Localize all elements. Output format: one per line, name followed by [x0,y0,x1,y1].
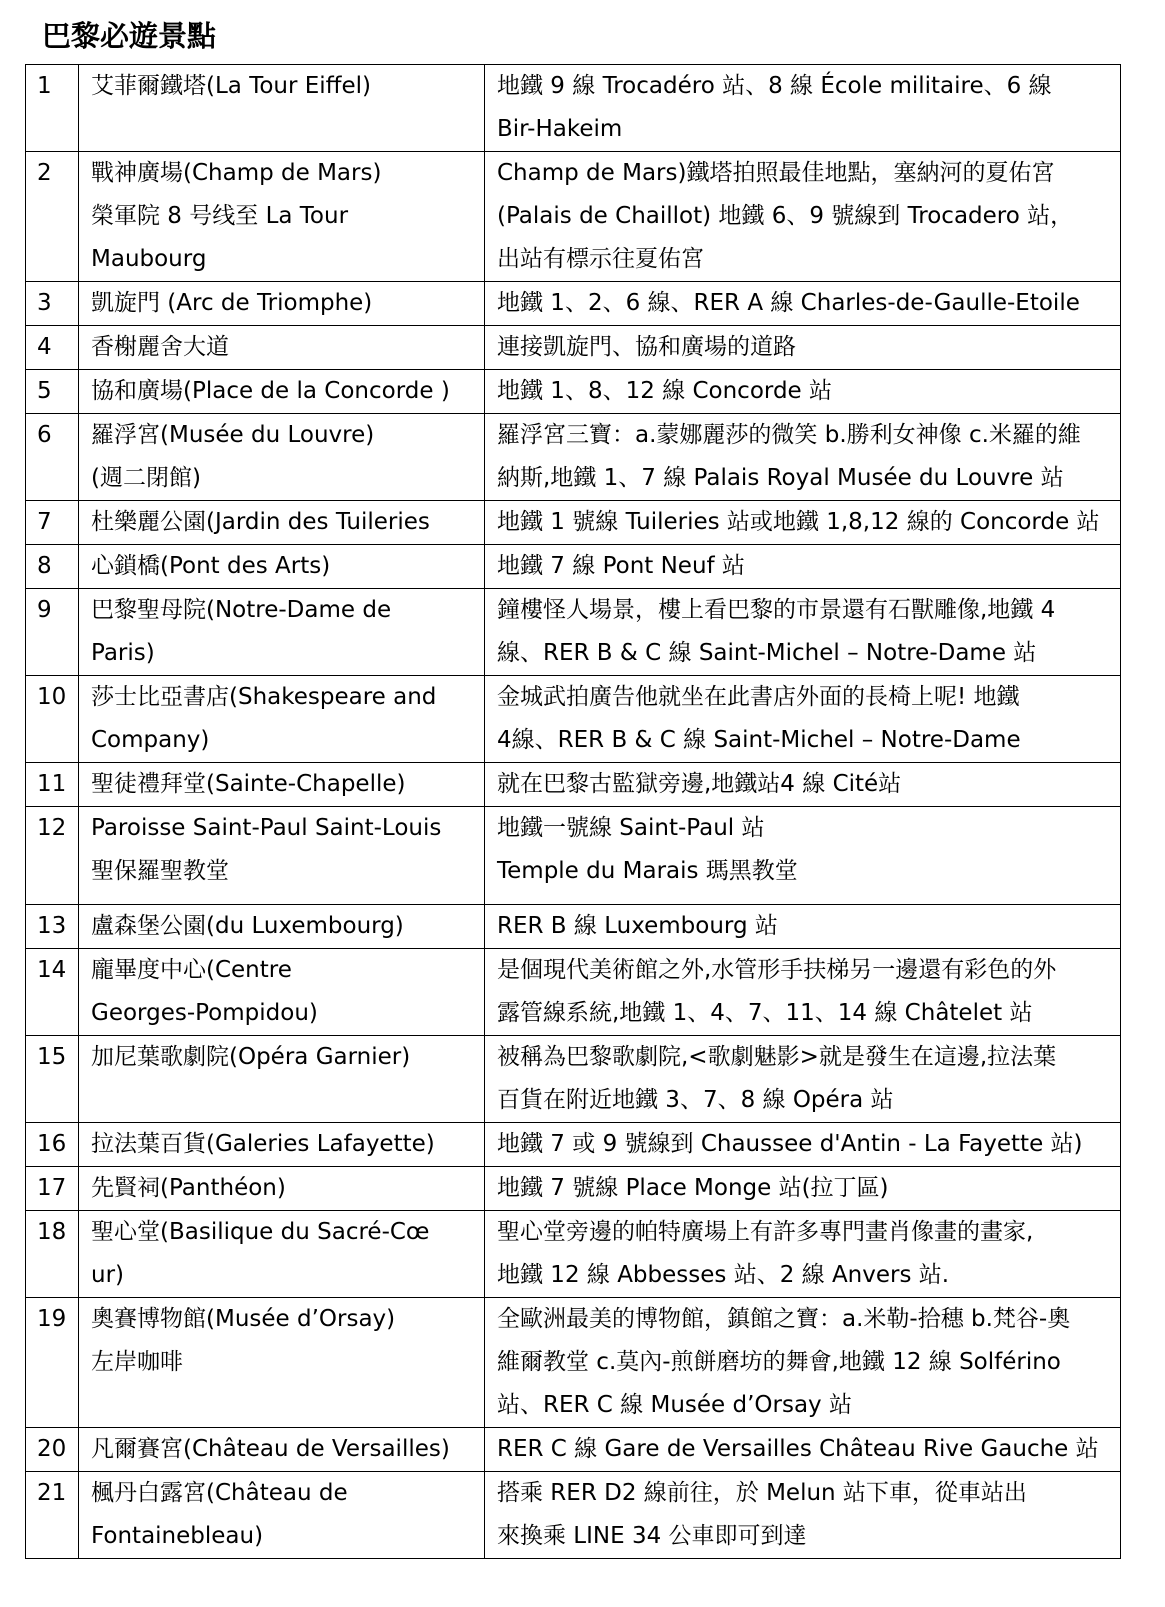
table-row [26,152,1121,282]
row-number: 18 [26,1211,79,1298]
attraction-info: 地鐵 7 號線 Place Monge 站(拉丁區) [485,1167,1121,1211]
table-row [26,1472,1121,1559]
table-row [26,1298,1121,1428]
row-number: 13 [26,905,79,949]
table-row [26,1211,1121,1298]
row-number: 12 [26,807,79,905]
row-number: 16 [26,1123,79,1167]
table-row [26,763,1121,807]
attraction-name: 楓丹白露宮(Château de Fontainebleau) [79,1472,485,1559]
table-row [26,414,1121,501]
row-number: 9 [26,589,79,676]
attraction-info: 羅浮宮三寶：a.蒙娜麗莎的微笑 b.勝利女神像 c.米羅的維 納斯,地鐵 1、7 線 Palais Royal Musée du Louvre 站 [485,414,1121,501]
row-number: 2 [26,152,79,282]
attraction-name: 莎士比亞書店(Shakespeare and Company) [79,676,485,763]
attractions-table-body [26,65,1121,1559]
table-row [26,501,1121,545]
attractions-table [25,64,1121,1559]
attraction-name: 協和廣場(Place de la Concorde ) [79,370,485,414]
attraction-name: 聖心堂(Basilique du Sacré-Cœ ur) [79,1211,485,1298]
table-row [26,589,1121,676]
row-number: 21 [26,1472,79,1559]
table-row [26,1036,1121,1123]
page-title: 巴黎必遊景點 [42,19,217,53]
attraction-info: 地鐵 7 或 9 號線到 Chaussee d'Antin - La Fayette 站) [485,1123,1121,1167]
attraction-info: 全歐洲最美的博物館，鎮館之寶：a.米勒-拾穗 b.梵谷-奧 維爾教堂 c.莫內-煎餅磨坊的舞會,地鐵 12 線 Solférino 站、RER C 線 Musée d’Orsay 站 [485,1298,1121,1428]
row-number: 20 [26,1428,79,1472]
row-number: 14 [26,949,79,1036]
table-row [26,545,1121,589]
attraction-info: 是個現代美術館之外,水管形手扶梯另一邊還有彩色的外 露管線系統,地鐵 1、4、7、11、14 線 Châtelet 站 [485,949,1121,1036]
attraction-name: 香榭麗舍大道 [79,326,485,370]
attraction-info: 地鐵 1 號線 Tuileries 站或地鐵 1,8,12 線的 Concorde 站 [485,501,1121,545]
table-row [26,326,1121,370]
table-row [26,1123,1121,1167]
table-row [26,949,1121,1036]
table-row [26,1428,1121,1472]
attraction-name: 龐畢度中心(Centre Georges-Pompidou) [79,949,485,1036]
row-number: 1 [26,65,79,152]
table-row [26,807,1121,905]
attraction-name: 心鎖橋(Pont des Arts) [79,545,485,589]
attraction-name: 戰神廣場(Champ de Mars) 榮軍院 8 号线至 La Tour Maubourg [79,152,485,282]
attraction-name: 奧賽博物館(Musée d’Orsay) 左岸咖啡 [79,1298,485,1428]
row-number: 4 [26,326,79,370]
attraction-info: 聖心堂旁邊的帕特廣場上有許多專門畫肖像畫的畫家, 地鐵 12 線 Abbesses 站、2 線 Anvers 站. [485,1211,1121,1298]
attraction-info: 搭乘 RER D2 線前往，於 Melun 站下車，從車站出 來換乘 LINE 34 公車即可到達 [485,1472,1121,1559]
table-row [26,65,1121,152]
attraction-info: 地鐵 9 線 Trocadéro 站、8 線 École militaire、6 線 Bir-Hakeim [485,65,1121,152]
table-row [26,282,1121,326]
attraction-info: 鐘樓怪人場景，樓上看巴黎的市景還有石獸雕像,地鐵 4 線、RER B & C 線 Saint-Michel – Notre-Dame 站 [485,589,1121,676]
attraction-info: RER B 線 Luxembourg 站 [485,905,1121,949]
row-number: 19 [26,1298,79,1428]
attraction-name: 艾菲爾鐵塔(La Tour Eiffel) [79,65,485,152]
attraction-name: 先賢祠(Panthéon) [79,1167,485,1211]
row-number: 10 [26,676,79,763]
attraction-name: 加尼葉歌劇院(Opéra Garnier) [79,1036,485,1123]
row-number: 17 [26,1167,79,1211]
attraction-info: 就在巴黎古監獄旁邊,地鐵站4 線 Cité站 [485,763,1121,807]
table-row [26,370,1121,414]
attraction-info: 被稱為巴黎歌劇院,<歌劇魅影>就是發生在這邊,拉法葉 百貨在附近地鐵 3、7、8 線 Opéra 站 [485,1036,1121,1123]
attraction-info: 地鐵 1、8、12 線 Concorde 站 [485,370,1121,414]
row-number: 6 [26,414,79,501]
attraction-name: 凱旋門 (Arc de Triomphe) [79,282,485,326]
row-number: 8 [26,545,79,589]
attraction-info: Champ de Mars)鐵塔拍照最佳地點，塞納河的夏佑宮 (Palais de Chaillot) 地鐵 6、9 號線到 Trocadero 站， 出站有標示往夏佑宮 [485,152,1121,282]
attraction-name: 盧森堡公園(du Luxembourg) [79,905,485,949]
attraction-name: 凡爾賽宮(Château de Versailles) [79,1428,485,1472]
attraction-info: 地鐵一號線 Saint-Paul 站 Temple du Marais 瑪黑教堂 [485,807,1121,905]
attraction-info: 連接凱旋門、協和廣場的道路 [485,326,1121,370]
attraction-name: 杜樂麗公園(Jardin des Tuileries [79,501,485,545]
attraction-info: 金城武拍廣告他就坐在此書店外面的長椅上呢! 地鐵 4線、RER B & C 線 Saint-Michel – Notre-Dame [485,676,1121,763]
attraction-name: 拉法葉百貨(Galeries Lafayette) [79,1123,485,1167]
table-row [26,905,1121,949]
table-row [26,1167,1121,1211]
attraction-info: 地鐵 1、2、6 線、RER A 線 Charles-de-Gaulle-Etoile [485,282,1121,326]
attraction-name: 巴黎聖母院(Notre-Dame de Paris) [79,589,485,676]
table-row [26,676,1121,763]
attraction-name: 羅浮宮(Musée du Louvre) (週二閉館) [79,414,485,501]
row-number: 15 [26,1036,79,1123]
row-number: 11 [26,763,79,807]
attraction-info: 地鐵 7 線 Pont Neuf 站 [485,545,1121,589]
row-number: 7 [26,501,79,545]
row-number: 3 [26,282,79,326]
row-number: 5 [26,370,79,414]
attraction-info: RER C 線 Gare de Versailles Château Rive Gauche 站 [485,1428,1121,1472]
attraction-name: 聖徒禮拜堂(Sainte-Chapelle) [79,763,485,807]
attraction-name: Paroisse Saint-Paul Saint-Louis 聖保羅聖教堂 [79,807,485,905]
